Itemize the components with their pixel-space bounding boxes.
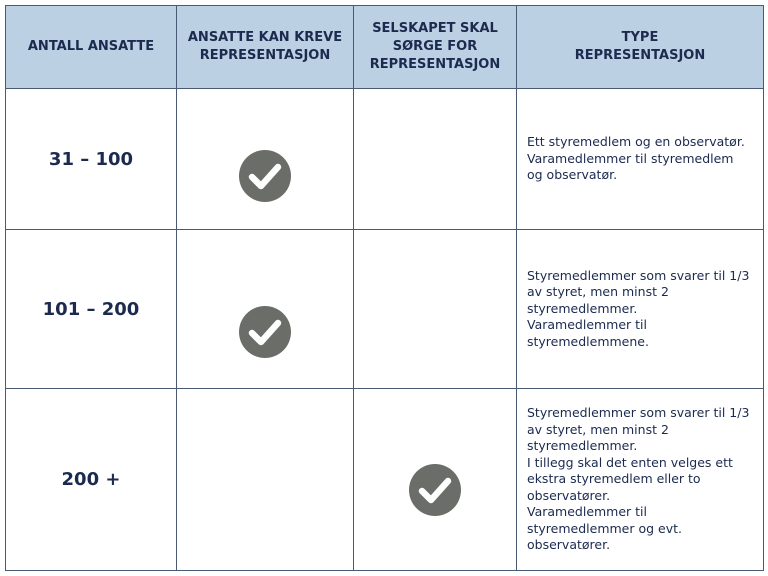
check-circle-icon	[238, 149, 292, 203]
company-must-provide-cell	[354, 89, 517, 230]
representation-table	[5, 5, 764, 571]
header-company-must-provide: SELSKAPET SKAL SØRGE FOR REPRESENTASJON	[354, 6, 517, 89]
company-must-provide-cell	[354, 389, 517, 571]
employees-can-demand-cell	[177, 230, 354, 389]
header-employees-can-demand: ANSATTE KAN KREVE REPRESENTASJON	[177, 6, 354, 89]
table-row	[6, 89, 764, 230]
company-must-provide-cell	[354, 230, 517, 389]
header-representation-type: TYPE REPRESENTASJON	[517, 6, 764, 89]
employee-count-cell: 31 – 100	[6, 89, 177, 230]
representation-type-cell: Ett styremedlem og en observatør. Varamedlemmer til styremedlem og observatør.	[517, 89, 764, 230]
representation-type-cell: Styremedlemmer som svarer til 1/3 av styret, men minst 2 styremedlemmer. Varamedlemmer til styremedlemmene.	[517, 230, 764, 389]
employee-count-cell: 200 +	[6, 389, 177, 571]
employees-can-demand-cell	[177, 389, 354, 571]
check-circle-icon	[238, 305, 292, 359]
table-row	[6, 389, 764, 571]
employees-can-demand-cell	[177, 89, 354, 230]
employee-count-cell: 101 – 200	[6, 230, 177, 389]
header-employee-count: ANTALL ANSATTE	[6, 6, 177, 89]
table-row	[6, 230, 764, 389]
representation-type-cell: Styremedlemmer som svarer til 1/3 av styret, men minst 2 styremedlemmer. I tillegg skal det enten velges ett ekstra styremedlem eller to observatører. Varamedlemmer til styremedlemmer og evt. observatører.	[517, 389, 764, 571]
representation-table-container	[5, 5, 763, 571]
check-circle-icon	[408, 463, 462, 517]
table-header-row	[6, 6, 764, 89]
